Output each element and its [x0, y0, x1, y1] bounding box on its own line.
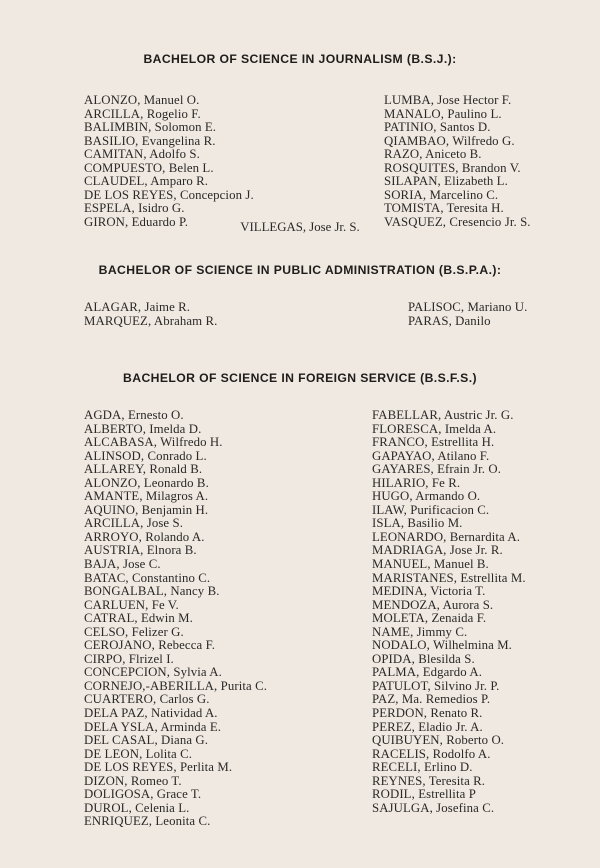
graduate-name: ROSQUITES, Brandon V.: [384, 160, 521, 175]
graduate-name: COMPUESTO, Belen L.: [84, 160, 214, 175]
graduate-name: DE LEON, Lolita C.: [84, 746, 193, 761]
graduate-name: VASQUEZ, Cresencio Jr. S.: [384, 214, 531, 229]
graduate-name: CATRAL, Edwin M.: [84, 611, 193, 626]
graduate-name: DELA YSLA, Arminda E.: [84, 719, 222, 734]
graduate-name: MANALO, Paulino L.: [384, 106, 502, 121]
graduate-name: CLAUDEL, Amparo R.: [84, 174, 209, 188]
graduate-name: NODALO, Wilhelmina M.: [372, 638, 512, 653]
graduate-name: CAMITAN, Adolfo S.: [84, 147, 200, 161]
graduate-name: CUARTERO, Carlos G.: [84, 692, 210, 707]
graduate-name: PATULOT, Silvino Jr. P.: [372, 678, 500, 693]
graduate-name: ARCILLA, Rogelio F.: [84, 106, 201, 121]
graduate-name: ISLA, Basilio M.: [372, 516, 463, 531]
graduate-name: AGDA, Ernesto O.: [84, 408, 184, 422]
graduate-name: SORIA, Marcelino C.: [384, 187, 499, 202]
graduate-name: GAYARES, Efrain Jr. O.: [372, 462, 501, 477]
journalism-left-column: [84, 94, 254, 229]
graduate-name: ILAW, Purificacion C.: [372, 502, 490, 517]
graduate-name: CORNEJO,-ABERILLA, Purita C.: [84, 678, 268, 693]
graduate-name: FLORESCA, Imelda A.: [372, 421, 497, 436]
graduate-name: CONCEPCION, Sylvia A.: [84, 665, 222, 680]
graduate-name: HUGO, Armando O.: [372, 489, 481, 504]
graduate-name: CARLUEN, Fe V.: [84, 597, 179, 612]
graduate-name: DE LOS REYES, Perlita M.: [84, 760, 233, 775]
public-admin-left-column: [84, 301, 217, 328]
graduate-name: MANUEL, Manuel B.: [372, 557, 489, 572]
graduate-name: PARAS, Danilo: [408, 313, 491, 328]
graduate-name: CEROJANO, Rebecca F.: [84, 638, 216, 653]
graduate-name: LUMBA, Jose Hector F.: [384, 93, 512, 107]
foreign-service-right-column: [372, 409, 526, 815]
graduate-name: PALISOC, Mariano U.: [408, 300, 528, 314]
graduate-name: RAZO, Aniceto B.: [384, 147, 482, 161]
graduate-name: ARROYO, Rolando A.: [84, 529, 205, 544]
graduate-name: ALAGAR, Jaime R.: [84, 300, 191, 314]
graduate-name: PEREZ, Eladio Jr. A.: [372, 719, 483, 734]
graduate-name: BALIMBIN, Solomon E.: [84, 120, 217, 134]
graduate-name: AUSTRIA, Elnora B.: [84, 543, 197, 558]
graduate-name: GAPAYAO, Atilano F.: [372, 448, 490, 463]
graduate-name: HILARIO, Fe R.: [372, 475, 461, 490]
graduate-name: DELA PAZ, Natividad A.: [84, 706, 218, 721]
heading-foreign-service: BACHELOR OF SCIENCE IN FOREIGN SERVICE (B.S.F.S.): [123, 371, 477, 385]
graduate-name: GIRON, Eduardo P.: [84, 214, 189, 229]
graduate-name: TOMISTA, Teresita H.: [384, 201, 504, 215]
graduate-name: QIAMBAO, Wilfredo G.: [384, 133, 515, 148]
graduate-name: BAJA, Jose C.: [84, 557, 161, 572]
graduate-name: OPIDA, Blesilda S.: [372, 651, 475, 666]
graduate-name: ALONZO, Manuel O.: [84, 93, 200, 107]
graduate-name: QUIBUYEN, Roberto O.: [372, 733, 505, 748]
graduate-name: MOLETA, Zenaida F.: [372, 611, 487, 626]
heading-journalism: BACHELOR OF SCIENCE IN JOURNALISM (B.S.J.):: [143, 52, 457, 66]
journalism-last-name: VILLEGAS, Jose Jr. S.: [240, 220, 360, 234]
graduate-name: MENDOZA, Aurora S.: [372, 597, 494, 612]
graduate-name: PALMA, Edgardo A.: [372, 665, 483, 680]
graduate-name: ALBERTO, Imelda D.: [84, 421, 202, 436]
graduate-name: DE LOS REYES, Concepcion J.: [84, 187, 254, 202]
public-admin-right-column: [408, 301, 527, 328]
graduate-name: DIZON, Romeo T.: [84, 773, 182, 788]
graduate-name: REYNES, Teresita R.: [372, 773, 486, 788]
graduate-name: BASILIO, Evangelina R.: [84, 133, 216, 148]
graduate-name: FRANCO, Estrellita H.: [372, 435, 495, 450]
graduate-name: ALLAREY, Ronald B.: [84, 462, 203, 477]
graduate-name: LEONARDO, Bernardita A.: [372, 529, 521, 544]
graduate-name: MARQUEZ, Abraham R.: [84, 313, 218, 328]
graduate-name: DUROL, Celenia L.: [84, 800, 190, 815]
graduate-name: CELSO, Felizer G.: [84, 624, 184, 639]
graduate-name: ENRIQUEZ, Leonita C.: [84, 814, 211, 829]
graduate-name: ARCILLA, Jose S.: [84, 516, 184, 531]
graduate-name: MARISTANES, Estrellita M.: [372, 570, 526, 585]
graduate-name: MADRIAGA, Jose Jr. R.: [372, 543, 503, 558]
graduate-name: AMANTE, Milagros A.: [84, 489, 209, 504]
heading-public-administration: BACHELOR OF SCIENCE IN PUBLIC ADMINISTRATION (B.S.P.A.):: [98, 263, 502, 277]
graduate-name: MEDINA, Victoria T.: [372, 584, 486, 599]
graduate-name: RECELI, Erlino D.: [372, 760, 473, 775]
graduate-name: SAJULGA, Josefina C.: [372, 800, 495, 815]
journalism-right-column: [384, 94, 531, 229]
graduate-name: NAME, Jimmy C.: [372, 624, 468, 639]
graduate-name: RACELIS, Rodolfo A.: [372, 746, 491, 761]
graduate-name: BONGALBAL, Nancy B.: [84, 584, 220, 599]
graduate-name: ALONZO, Leonardo B.: [84, 475, 209, 490]
graduate-name: PERDON, Renato R.: [372, 706, 483, 721]
graduate-name: SILAPAN, Elizabeth L.: [384, 174, 508, 188]
graduate-name: DOLIGOSA, Grace T.: [84, 787, 202, 802]
graduate-name: ALCABASA, Wilfredo H.: [84, 435, 223, 450]
graduate-name: RODIL, Estrellita P: [372, 787, 476, 802]
graduate-name: CIRPO, Flrizel I.: [84, 651, 174, 666]
graduate-name: BATAC, Constantino C.: [84, 570, 211, 585]
graduate-name: AQUINO, Benjamin H.: [84, 502, 209, 517]
graduate-name: DEL CASAL, Diana G.: [84, 733, 209, 748]
graduate-name: ESPELA, Isidro G.: [84, 201, 185, 215]
graduate-name: PATINIO, Santos D.: [384, 120, 491, 134]
graduate-name: FABELLAR, Austric Jr. G.: [372, 408, 514, 422]
graduate-name: ALINSOD, Conrado L.: [84, 448, 207, 463]
foreign-service-left-column: [84, 409, 267, 829]
graduate-name: PAZ, Ma. Remedios P.: [372, 692, 491, 707]
